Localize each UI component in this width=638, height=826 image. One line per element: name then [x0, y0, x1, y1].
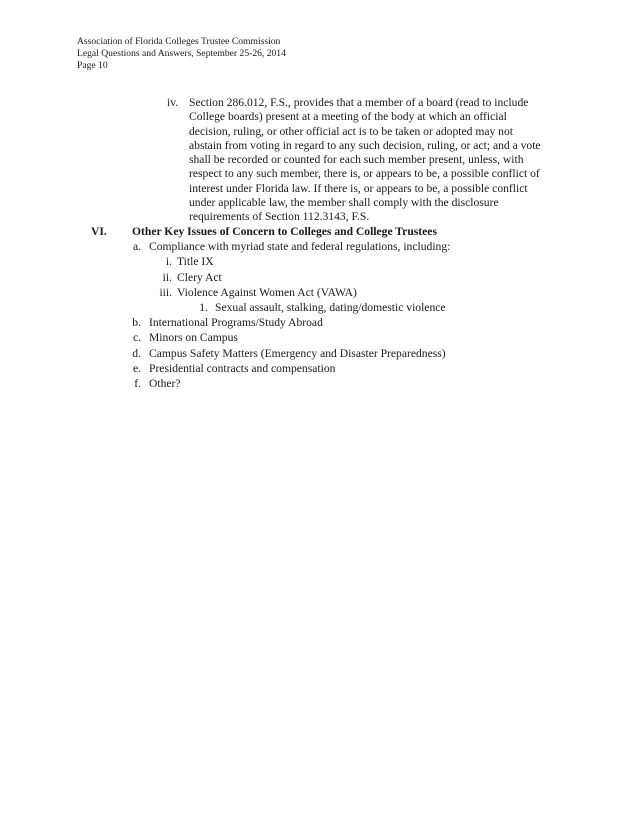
list-item-label: d. — [132, 346, 141, 360]
list-item-a-i — [91, 255, 551, 270]
list-item-text: Sexual assault, stalking, dating/domestic violence — [215, 300, 446, 314]
list-item-text: Minors on Campus — [149, 331, 238, 345]
list-item-text: Section 286.012, F.S., provides that a member of a board (read to include College boards) present at a meeting of the body at which an official decision, ruling, or other official act is to be taken or adopted may not abstain from voting in regard to any such decision, ruling, or act; and a vote shall be recorded or counted for each such member present, unless, with respect to any such member, there is, or appears to be, a possible conflict of interest under Florida law. If there is, or appears to be, a possible conflict under applicable law, the member shall comply with the disclosure requirements of Section 112.3143, F.S. — [189, 96, 541, 224]
list-item-a-iii — [91, 286, 551, 301]
list-item-f — [91, 377, 551, 392]
list-item-text: Presidential contracts and compensation — [149, 361, 336, 375]
header-document-title: Legal Questions and Answers, September 25-26, 2014 — [77, 48, 286, 59]
list-item-label: c. — [132, 331, 141, 345]
list-item-label: b. — [132, 316, 141, 330]
list-item-e — [91, 362, 551, 377]
list-item-a-iii-1 — [91, 301, 551, 316]
section-heading — [91, 225, 551, 240]
section-vi — [91, 225, 551, 392]
list-item-text: International Programs/Study Abroad — [149, 316, 323, 330]
list-item-label: iv. — [167, 96, 179, 109]
list-item-label: a. — [132, 240, 141, 254]
list-item-text: Campus Safety Matters (Emergency and Disaster Preparedness) — [149, 346, 446, 360]
list-item-a — [91, 240, 551, 255]
list-item-text: Violence Against Women Act (VAWA) — [177, 285, 357, 299]
list-item-c — [91, 331, 551, 346]
section-number: VI. — [91, 225, 107, 238]
list-item-label: iii. — [159, 285, 172, 299]
list-item-label: e. — [132, 361, 141, 375]
page-header — [77, 36, 286, 72]
header-organization: Association of Florida Colleges Trustee Commission — [77, 36, 281, 47]
list-item-label: f. — [134, 376, 141, 390]
list-item-text: Title IX — [177, 255, 214, 269]
list-item-label: ii. — [162, 270, 172, 284]
list-item-label: i. — [165, 255, 172, 269]
list-item-text: Other? — [149, 376, 181, 390]
list-item-iv — [167, 96, 547, 225]
list-item-b — [91, 316, 551, 331]
header-page-number: Page 10 — [77, 60, 108, 71]
list-item-a-ii — [91, 271, 551, 286]
section-title: Other Key Issues of Concern to Colleges and College Trustees — [132, 225, 437, 238]
list-item-d — [91, 347, 551, 362]
list-item-label: 1. — [199, 300, 208, 314]
list-item-text: Compliance with myriad state and federal regulations, including: — [149, 240, 451, 254]
list-item-text: Clery Act — [177, 270, 222, 284]
